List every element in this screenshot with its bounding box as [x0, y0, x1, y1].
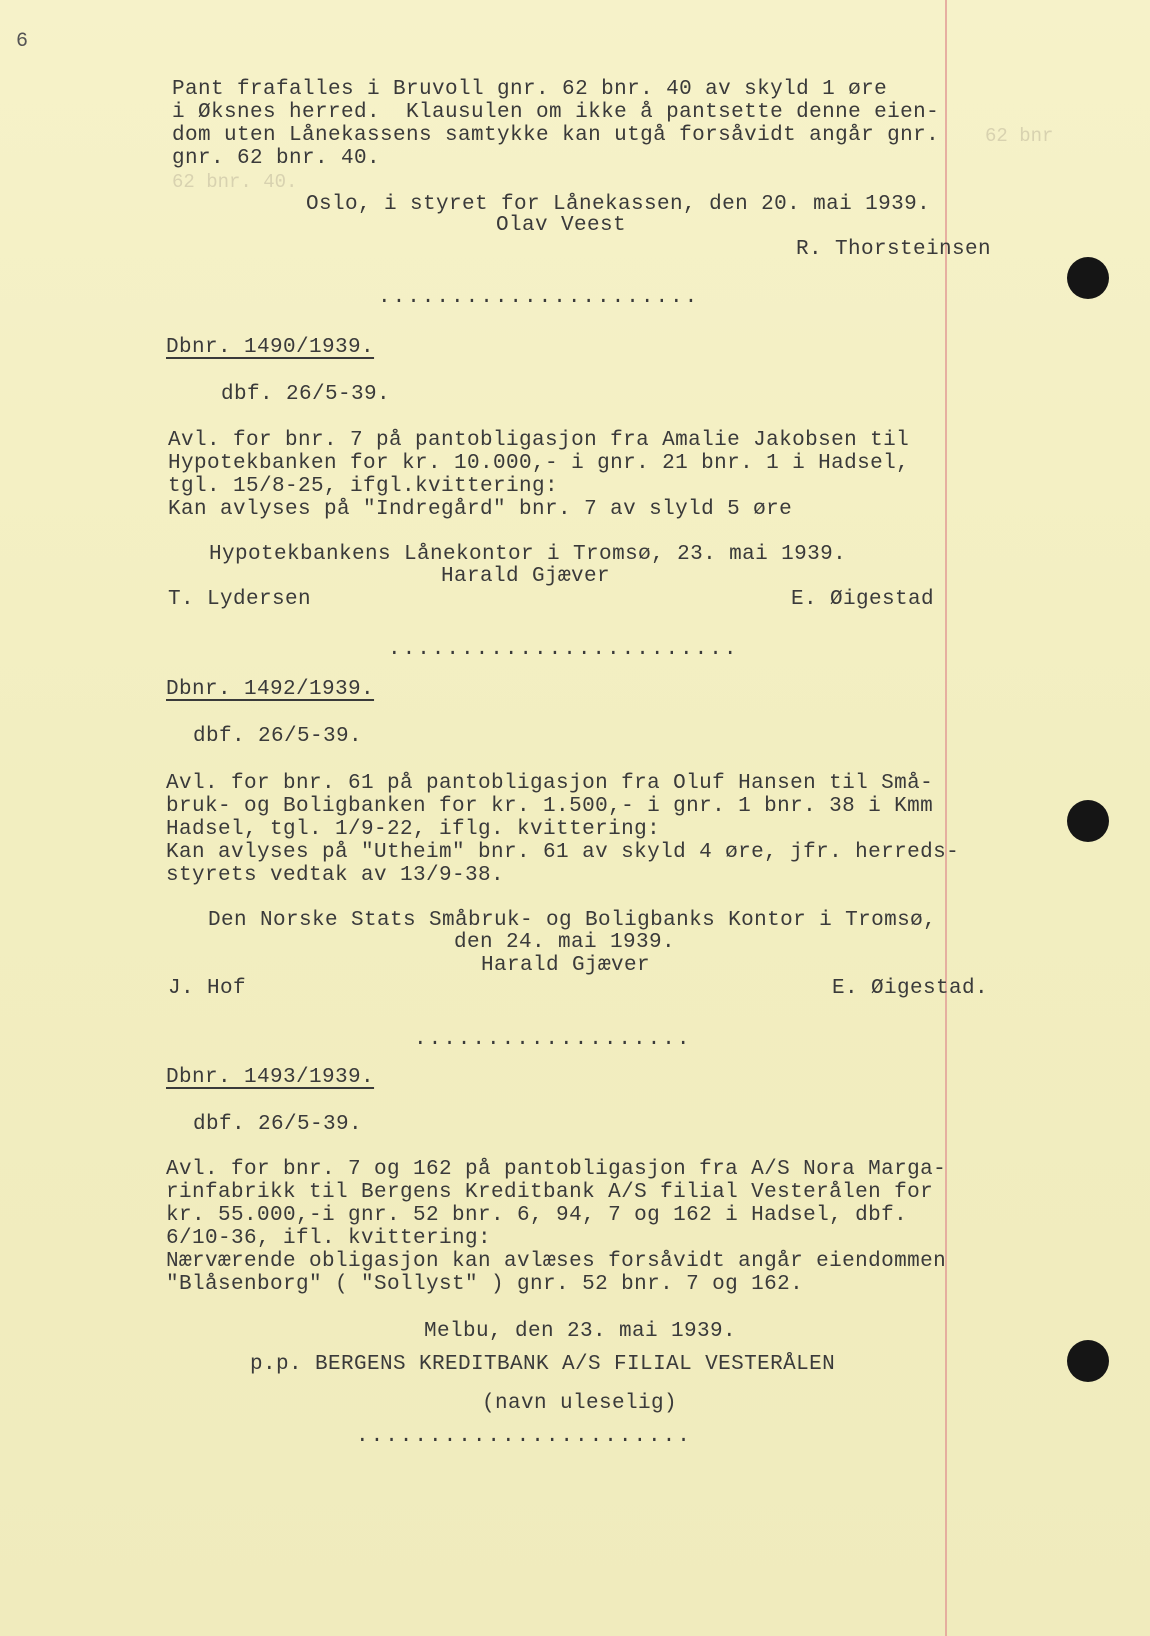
signature-date: den 24. mai 1939.: [454, 931, 676, 954]
entry-text-line: rinfabrikk til Bergens Kreditbank A/S filial Vesterålen for: [166, 1181, 934, 1204]
signatory-name: Harald Gjæver: [441, 565, 611, 588]
faint-offset-text: 62 bnr. 40.: [172, 171, 298, 193]
entry-text-line: Avl. for bnr. 61 på pantobligasjon fra Oluf Hansen til Små-: [166, 772, 934, 795]
signature-place-date: Oslo, i styret for Lånekassen, den 20. mai 1939.: [306, 193, 931, 216]
signatory-name: Olav Veest: [496, 214, 627, 237]
signature-place-date: Melbu, den 23. mai 1939.: [424, 1320, 737, 1343]
dbf-date: dbf. 26/5-39.: [193, 1113, 363, 1136]
separator-dots: ........................: [388, 638, 739, 661]
faint-offset-text: 62 bnr: [985, 125, 1054, 147]
signature-place-date: Hypotekbankens Lånekontor i Tromsø, 23. mai 1939.: [209, 543, 847, 566]
signature-place-date: Den Norske Stats Småbruk- og Boligbanks Kontor i Tromsø,: [208, 909, 937, 932]
signatory-name: E. Øigestad.: [832, 977, 989, 1000]
dbf-date: dbf. 26/5-39.: [221, 383, 391, 406]
page-number: 6: [16, 30, 29, 53]
entry-text-line: Pant frafalles i Bruvoll gnr. 62 bnr. 40 av skyld 1 øre: [172, 78, 888, 101]
dbf-date: dbf. 26/5-39.: [193, 725, 363, 748]
signatory-name: J. Hof: [168, 977, 247, 1000]
separator-dots: .......................: [356, 1425, 692, 1448]
entry-text-line: dom uten Lånekassens samtykke kan utgå forsåvidt angår gnr.: [172, 124, 940, 147]
entry-text-line: styrets vedtak av 13/9-38.: [166, 864, 505, 887]
entry-text-line: Hadsel, tgl. 1/9-22, iflg. kvittering:: [166, 818, 661, 841]
entry-text-line: Kan avlyses på "Indregård" bnr. 7 av slyld 5 øre: [168, 498, 793, 521]
entry-heading: Dbnr. 1490/1939.: [166, 336, 375, 359]
signatory-name: Harald Gjæver: [481, 954, 651, 977]
separator-dots: ......................: [378, 286, 700, 309]
entry-text-line: tgl. 15/8-25, ifgl.kvittering:: [168, 475, 559, 498]
entry-heading: Dbnr. 1493/1939.: [166, 1066, 375, 1089]
entry-text-line: Avl. for bnr. 7 og 162 på pantobligasjon fra A/S Nora Marga-: [166, 1158, 947, 1181]
separator-dots: ...................: [414, 1028, 692, 1051]
entry-text-line: bruk- og Boligbanken for kr. 1.500,- i gnr. 1 bnr. 38 i Kmm: [166, 795, 934, 818]
punch-hole: [1067, 257, 1109, 299]
entry-text-line: Hypotekbanken for kr. 10.000,- i gnr. 21 bnr. 1 i Hadsel,: [168, 452, 910, 475]
entry-text-line: "Blåsenborg" ( "Sollyst" ) gnr. 52 bnr. 7 og 162.: [166, 1273, 804, 1296]
entry-text-line: Nærværende obligasjon kan avlæses forsåvidt angår eiendommen: [166, 1250, 947, 1273]
entry-heading: Dbnr. 1492/1939.: [166, 678, 375, 701]
entry-text-line: kr. 55.000,-i gnr. 52 bnr. 6, 94, 7 og 162 i Hadsel, dbf.: [166, 1204, 908, 1227]
entry-text-line: Kan avlyses på "Utheim" bnr. 61 av skyld 4 øre, jfr. herreds-: [166, 841, 960, 864]
signatory-name: p.p. BERGENS KREDITBANK A/S FILIAL VESTERÅLEN: [250, 1353, 836, 1376]
signatory-name: E. Øigestad: [791, 588, 935, 611]
punch-hole: [1067, 1340, 1109, 1382]
entry-text-line: gnr. 62 bnr. 40.: [172, 147, 381, 170]
signatory-name: T. Lydersen: [168, 588, 312, 611]
signatory-name: (navn uleselig): [482, 1392, 678, 1415]
entry-text-line: 6/10-36, ifl. kvittering:: [166, 1227, 492, 1250]
entry-text-line: i Øksnes herred. Klausulen om ikke å pantsette denne eien-: [172, 101, 940, 124]
entry-text-line: Avl. for bnr. 7 på pantobligasjon fra Amalie Jakobsen til: [168, 429, 910, 452]
signatory-name: R. Thorsteinsen: [796, 238, 992, 261]
punch-hole: [1067, 800, 1109, 842]
